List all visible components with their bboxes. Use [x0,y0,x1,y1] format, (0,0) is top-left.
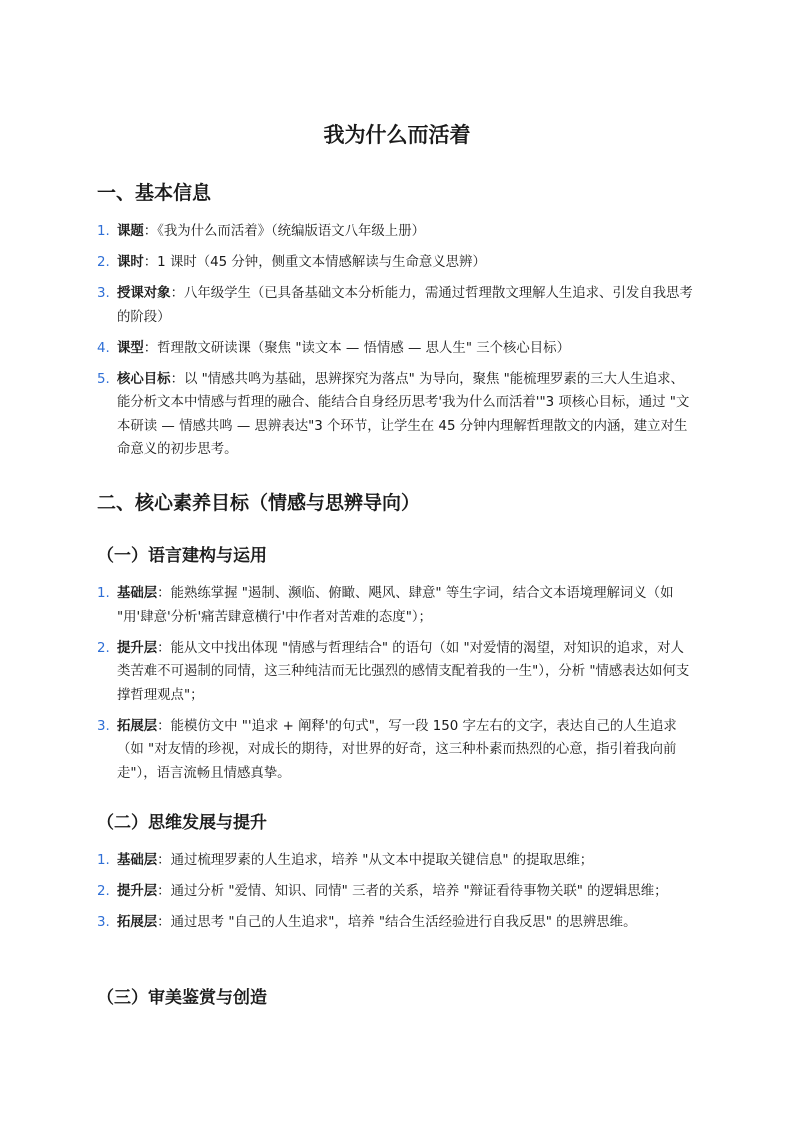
list-number: 2. [97,884,110,899]
list-number: 1. [97,853,110,868]
item-separator: ： [143,255,158,270]
list-number: 2. [97,640,110,656]
item-text: 通过分析 "爱情、知识、同情" 三者的关系，培养 "辩证看待事物关联" 的逻辑思维； [170,884,668,899]
item-label: 课题 [117,224,144,239]
list-number: 1. [97,586,110,601]
item-label: 拓展层 [117,915,158,930]
section-heading-basic-info: 一、基本信息 [97,182,212,204]
item-separator: ： [157,915,171,930]
item-separator: ： [157,853,171,868]
item-separator: ： [157,640,171,656]
list-number: 3. [97,718,110,734]
list-number: 3. [97,286,110,301]
list-item [97,251,697,275]
item-separator: ： [143,340,158,356]
list-item [97,220,697,244]
item-label: 授课对象 [117,286,171,301]
item-label: 课时 [117,255,144,270]
list-item [97,637,697,708]
list-number: 1. [97,224,110,239]
language-goals-list [97,582,697,793]
subsection-heading-language: （一）语言建构与运用 [97,546,267,566]
item-text: 《我为什么而活着》（统编版语文八年级上册） [157,224,425,239]
item-text: 通过思考 "自己的人生追求"，培养 "结合生活经验进行自我反思" 的思辨思维。 [170,915,637,930]
basic-info-list [97,220,697,469]
section-heading-core-literacy: 二、核心素养目标（情感与思辨导向） [97,492,421,514]
item-text: 通过梳理罗素的人生追求，培养 "从文本中提取关键信息" 的提取思维； [170,853,594,868]
item-label: 核心目标 [117,371,171,387]
subsection-heading-aesthetics: （三）审美鉴赏与创造 [97,988,267,1008]
list-item [97,282,697,329]
item-separator: ： [143,224,158,239]
item-text: 能模仿文中 "'追求 + 阐释'的句式"，写一段 150 字左右的文字，表达自己的人生追求（如 "对友情的珍视，对成长的期待，对世界的好奇，这三种朴素而热烈的心意，指引着我向前走"），语言流畅且情感真挚。 [117,718,677,781]
item-label: 提升层 [117,884,158,899]
item-separator: ： [157,884,171,899]
thinking-goals-list [97,849,697,942]
list-number: 4. [97,340,110,356]
item-label: 基础层 [117,853,158,868]
item-separator: ： [157,586,171,601]
item-label: 提升层 [117,640,158,656]
item-text: 哲理散文研读课（聚焦 "读文本 — 悟情感 — 思人生" 三个核心目标） [157,340,570,356]
list-item [97,337,697,361]
list-number: 2. [97,255,110,270]
item-separator: ： [170,371,184,387]
item-label: 课型 [117,340,144,356]
list-item [97,582,697,629]
list-number: 3. [97,915,110,930]
subsection-heading-thinking: （二）思维发展与提升 [97,813,267,833]
item-text: 以 "情感共鸣为基础，思辨探究为落点" 为导向，聚焦 "能梳理罗素的三大人生追求、能分析文本中情感与哲理的融合、能结合自身经历思考'我为什么而活着'"3 项核心目标，通过 "文本研读 — 情感共鸣 — 思辨表达"3 个环节，让学生在 45 分钟内理解哲理散文的内涵，建立对生命意义的初步思考。 [117,371,690,457]
list-item [97,849,697,873]
item-label: 拓展层 [117,718,158,734]
item-separator: ： [170,286,184,301]
list-item [97,368,697,462]
item-label: 基础层 [117,586,158,601]
list-item [97,715,697,786]
item-text: 能从文中找出体现 "情感与哲理结合" 的语句（如 "对爱情的渴望，对知识的追求，对人类苦难不可遏制的同情，这三种纯洁而无比强烈的感情支配着我的一生"），分析 "情感表达如何支撑哲理观点"； [117,640,690,703]
item-text: 能熟练掌握 "遏制、濒临、俯瞰、飓风、肆意" 等生字词，结合文本语境理解词义（如 "用'肆意'分析'痛苦肆意横行'中作者对苦难的态度"）； [117,586,674,625]
page-title: 我为什么而活着 [323,123,471,147]
list-item [97,880,697,904]
list-number: 5. [97,371,110,387]
item-text: 1 课时（45 分钟，侧重文本情感解读与生命意义思辨） [157,255,486,270]
list-item [97,911,697,935]
item-separator: ： [157,718,171,734]
item-text: 八年级学生（已具备基础文本分析能力，需通过哲理散文理解人生追求、引发自我思考的阶段） [117,286,693,325]
